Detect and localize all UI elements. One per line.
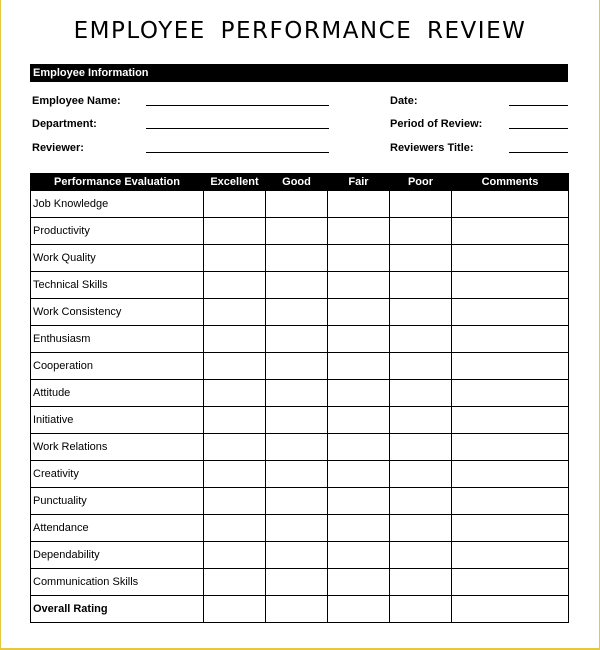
table-row bbox=[31, 191, 569, 218]
good-cell[interactable] bbox=[266, 353, 328, 380]
poor-cell[interactable] bbox=[390, 461, 452, 488]
excellent-cell[interactable] bbox=[204, 191, 266, 218]
comments-cell[interactable] bbox=[452, 380, 569, 407]
poor-cell[interactable] bbox=[390, 272, 452, 299]
table-row bbox=[31, 407, 569, 434]
poor-cell[interactable] bbox=[390, 245, 452, 272]
evaluation-table bbox=[30, 173, 569, 623]
column-header-poor: Poor bbox=[390, 174, 452, 191]
period-of-review-label: Period of Review: bbox=[390, 118, 483, 130]
excellent-cell[interactable] bbox=[204, 380, 266, 407]
poor-cell[interactable] bbox=[390, 326, 452, 353]
good-cell[interactable] bbox=[266, 380, 328, 407]
reviewer-field[interactable] bbox=[146, 152, 329, 153]
criterion-label: Work Quality bbox=[31, 245, 204, 272]
employee-info-header-label: Employee Information bbox=[33, 67, 149, 79]
table-row bbox=[31, 272, 569, 299]
comments-cell[interactable] bbox=[452, 542, 569, 569]
fair-cell[interactable] bbox=[328, 542, 390, 569]
poor-cell[interactable] bbox=[390, 218, 452, 245]
column-header-comments: Comments bbox=[452, 174, 569, 191]
poor-cell[interactable] bbox=[390, 191, 452, 218]
department-field[interactable] bbox=[146, 128, 329, 129]
fair-cell[interactable] bbox=[328, 245, 390, 272]
evaluation-header-row bbox=[31, 174, 569, 191]
criterion-label: Punctuality bbox=[31, 488, 204, 515]
poor-cell[interactable] bbox=[390, 434, 452, 461]
fair-cell[interactable] bbox=[328, 299, 390, 326]
column-header-fair: Fair bbox=[328, 174, 390, 191]
good-cell[interactable] bbox=[266, 542, 328, 569]
poor-cell[interactable] bbox=[390, 542, 452, 569]
excellent-cell[interactable] bbox=[204, 461, 266, 488]
excellent-cell[interactable] bbox=[204, 299, 266, 326]
employee-name-field[interactable] bbox=[146, 105, 329, 106]
table-row bbox=[31, 380, 569, 407]
employee-name-label: Employee Name: bbox=[32, 95, 121, 107]
good-cell[interactable] bbox=[266, 245, 328, 272]
excellent-cell[interactable] bbox=[204, 353, 266, 380]
comments-cell[interactable] bbox=[452, 272, 569, 299]
comments-cell[interactable] bbox=[452, 407, 569, 434]
poor-cell[interactable] bbox=[390, 488, 452, 515]
page-border-left bbox=[0, 0, 1, 650]
comments-cell[interactable] bbox=[452, 515, 569, 542]
reviewers-title-field[interactable] bbox=[509, 152, 568, 153]
fair-cell[interactable] bbox=[328, 515, 390, 542]
column-header-performance-evaluation: Performance Evaluation bbox=[31, 174, 204, 191]
fair-cell[interactable] bbox=[328, 407, 390, 434]
table-row bbox=[31, 245, 569, 272]
fair-cell[interactable] bbox=[328, 569, 390, 596]
fair-cell[interactable] bbox=[328, 191, 390, 218]
excellent-cell[interactable] bbox=[204, 245, 266, 272]
comments-cell[interactable] bbox=[452, 218, 569, 245]
evaluation-body bbox=[31, 191, 569, 623]
poor-cell[interactable] bbox=[390, 353, 452, 380]
good-cell[interactable] bbox=[266, 515, 328, 542]
fair-cell[interactable] bbox=[328, 488, 390, 515]
comments-cell[interactable] bbox=[452, 191, 569, 218]
department-label: Department: bbox=[32, 118, 97, 130]
criterion-label: Work Relations bbox=[31, 434, 204, 461]
poor-cell[interactable] bbox=[390, 569, 452, 596]
good-cell[interactable] bbox=[266, 596, 328, 623]
excellent-cell[interactable] bbox=[204, 596, 266, 623]
comments-cell[interactable] bbox=[452, 434, 569, 461]
good-cell[interactable] bbox=[266, 434, 328, 461]
fair-cell[interactable] bbox=[328, 272, 390, 299]
excellent-cell[interactable] bbox=[204, 434, 266, 461]
good-cell[interactable] bbox=[266, 488, 328, 515]
excellent-cell[interactable] bbox=[204, 515, 266, 542]
poor-cell[interactable] bbox=[390, 407, 452, 434]
fair-cell[interactable] bbox=[328, 380, 390, 407]
comments-cell[interactable] bbox=[452, 569, 569, 596]
excellent-cell[interactable] bbox=[204, 488, 266, 515]
comments-cell[interactable] bbox=[452, 245, 569, 272]
good-cell[interactable] bbox=[266, 191, 328, 218]
criterion-label: Job Knowledge bbox=[31, 191, 204, 218]
good-cell[interactable] bbox=[266, 326, 328, 353]
period-of-review-field[interactable] bbox=[509, 128, 568, 129]
excellent-cell[interactable] bbox=[204, 542, 266, 569]
good-cell[interactable] bbox=[266, 461, 328, 488]
table-row bbox=[31, 461, 569, 488]
fair-cell[interactable] bbox=[328, 434, 390, 461]
good-cell[interactable] bbox=[266, 218, 328, 245]
excellent-cell[interactable] bbox=[204, 326, 266, 353]
good-cell[interactable] bbox=[266, 569, 328, 596]
criterion-label: Work Consistency bbox=[31, 299, 204, 326]
criterion-label: Productivity bbox=[31, 218, 204, 245]
date-label: Date: bbox=[390, 95, 418, 107]
criterion-label: Dependability bbox=[31, 542, 204, 569]
criterion-label: Communication Skills bbox=[31, 569, 204, 596]
good-cell[interactable] bbox=[266, 272, 328, 299]
poor-cell[interactable] bbox=[390, 596, 452, 623]
poor-cell[interactable] bbox=[390, 299, 452, 326]
criterion-label: Creativity bbox=[31, 461, 204, 488]
excellent-cell[interactable] bbox=[204, 218, 266, 245]
good-cell[interactable] bbox=[266, 299, 328, 326]
excellent-cell[interactable] bbox=[204, 569, 266, 596]
comments-cell[interactable] bbox=[452, 461, 569, 488]
good-cell[interactable] bbox=[266, 407, 328, 434]
fair-cell[interactable] bbox=[328, 218, 390, 245]
fair-cell[interactable] bbox=[328, 461, 390, 488]
criterion-label: Technical Skills bbox=[31, 272, 204, 299]
column-header-excellent: Excellent bbox=[204, 174, 266, 191]
poor-cell[interactable] bbox=[390, 380, 452, 407]
criterion-label: Overall Rating bbox=[31, 596, 204, 623]
comments-cell[interactable] bbox=[452, 488, 569, 515]
comments-cell[interactable] bbox=[452, 596, 569, 623]
criterion-label: Attitude bbox=[31, 380, 204, 407]
comments-cell[interactable] bbox=[452, 353, 569, 380]
date-field[interactable] bbox=[509, 105, 568, 106]
table-row bbox=[31, 218, 569, 245]
poor-cell[interactable] bbox=[390, 515, 452, 542]
fair-cell[interactable] bbox=[328, 596, 390, 623]
table-row bbox=[31, 299, 569, 326]
table-row bbox=[31, 488, 569, 515]
employee-info-header bbox=[30, 64, 568, 82]
criterion-label: Attendance bbox=[31, 515, 204, 542]
criterion-label: Initiative bbox=[31, 407, 204, 434]
table-row bbox=[31, 434, 569, 461]
fair-cell[interactable] bbox=[328, 326, 390, 353]
table-row bbox=[31, 515, 569, 542]
table-row bbox=[31, 569, 569, 596]
reviewer-label: Reviewer: bbox=[32, 142, 84, 154]
criterion-label: Enthusiasm bbox=[31, 326, 204, 353]
table-row bbox=[31, 353, 569, 380]
comments-cell[interactable] bbox=[452, 326, 569, 353]
fair-cell[interactable] bbox=[328, 353, 390, 380]
column-header-good: Good bbox=[266, 174, 328, 191]
excellent-cell[interactable] bbox=[204, 407, 266, 434]
criterion-label: Cooperation bbox=[31, 353, 204, 380]
table-row bbox=[31, 542, 569, 569]
table-row bbox=[31, 326, 569, 353]
excellent-cell[interactable] bbox=[204, 272, 266, 299]
comments-cell[interactable] bbox=[452, 299, 569, 326]
page-title: EMPLOYEE PERFORMANCE REVIEW bbox=[73, 18, 527, 44]
reviewers-title-label: Reviewers Title: bbox=[390, 142, 474, 154]
overall-rating-row bbox=[31, 596, 569, 623]
